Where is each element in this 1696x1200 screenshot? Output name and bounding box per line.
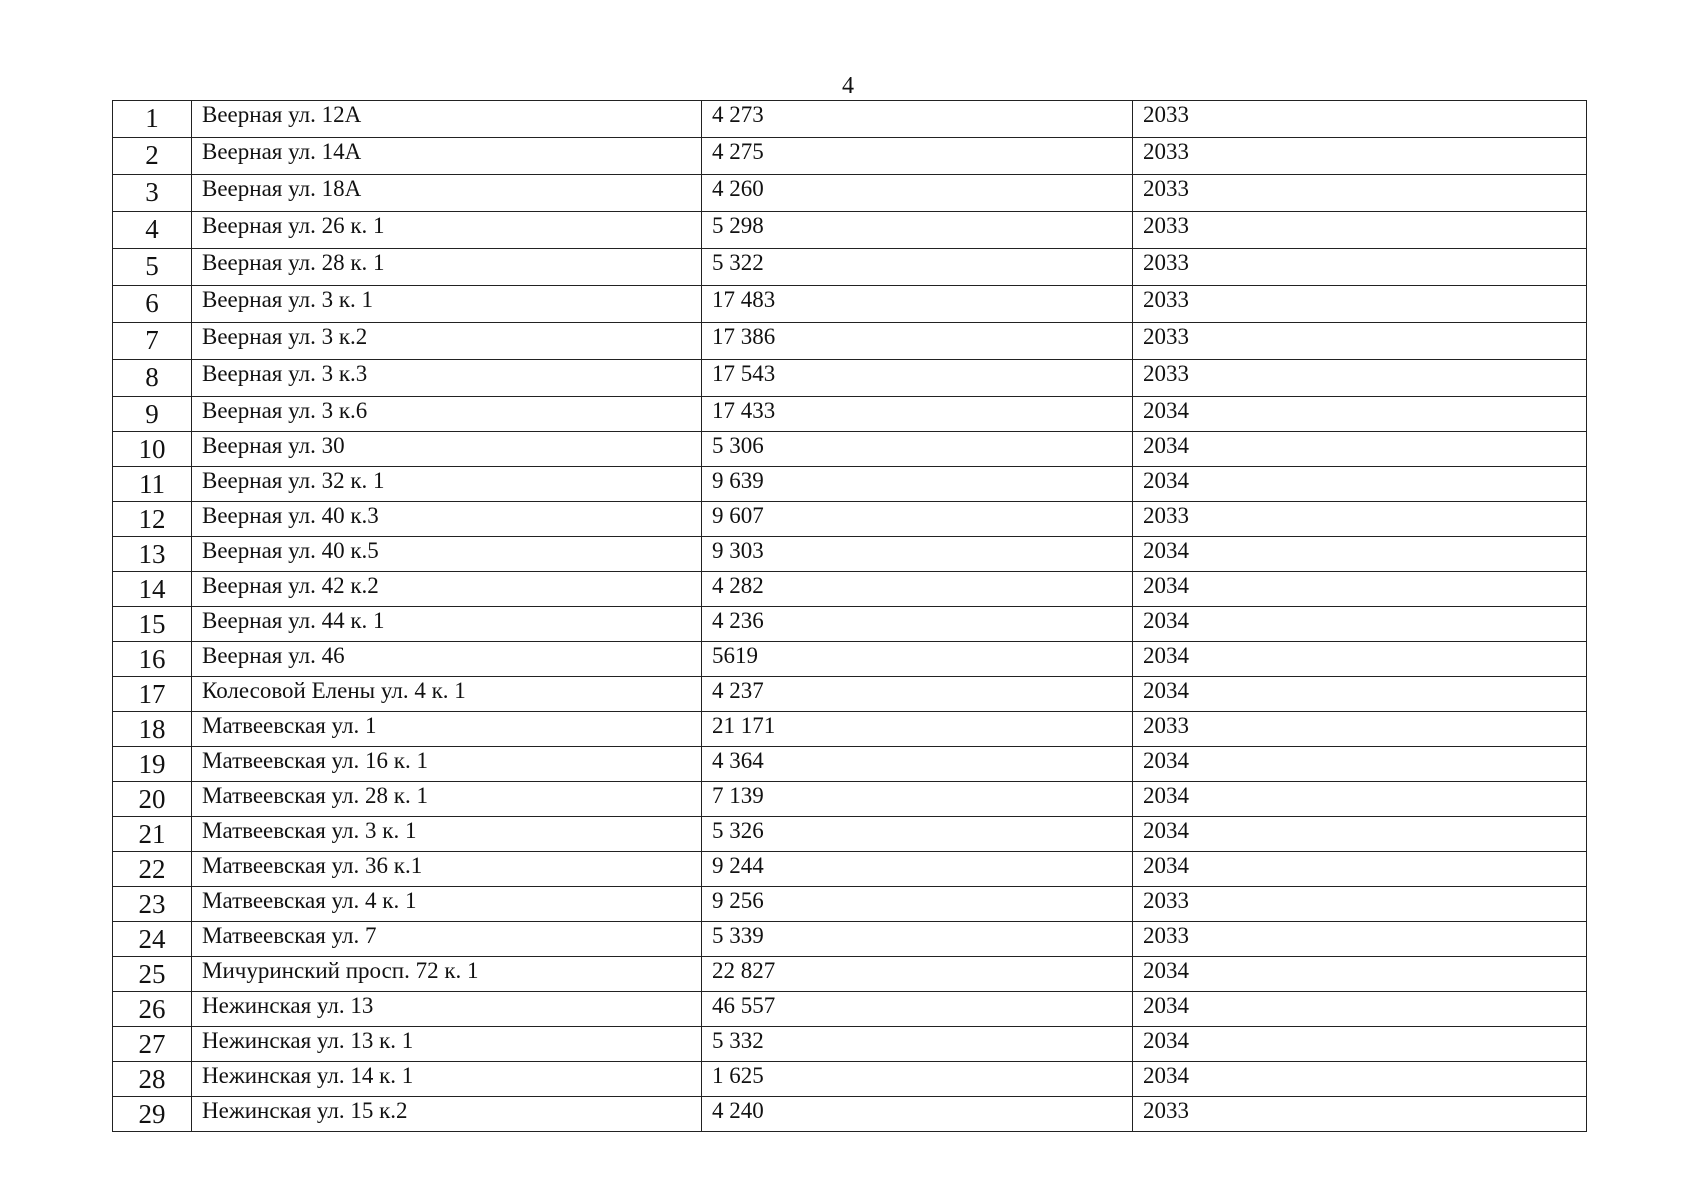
year-cell: 2033 — [1133, 712, 1587, 747]
address-cell: Веерная ул. 26 к. 1 — [192, 212, 702, 249]
row-number: 6 — [113, 286, 192, 323]
area-cell: 4 240 — [702, 1097, 1133, 1132]
table-row — [113, 817, 1587, 852]
area-cell: 9 256 — [702, 887, 1133, 922]
table-row — [113, 323, 1587, 360]
row-number: 16 — [113, 642, 192, 677]
area-cell: 5 339 — [702, 922, 1133, 957]
year-cell: 2033 — [1133, 922, 1587, 957]
year-cell: 2034 — [1133, 607, 1587, 642]
row-number: 25 — [113, 957, 192, 992]
area-cell: 1 625 — [702, 1062, 1133, 1097]
year-cell: 2034 — [1133, 782, 1587, 817]
table-row — [113, 502, 1587, 537]
table-row — [113, 138, 1587, 175]
year-cell: 2033 — [1133, 360, 1587, 397]
table-row — [113, 677, 1587, 712]
year-cell: 2034 — [1133, 1062, 1587, 1097]
row-number: 24 — [113, 922, 192, 957]
address-cell: Веерная ул. 30 — [192, 432, 702, 467]
row-number: 17 — [113, 677, 192, 712]
row-number: 8 — [113, 360, 192, 397]
address-cell: Веерная ул. 3 к. 1 — [192, 286, 702, 323]
row-number: 18 — [113, 712, 192, 747]
row-number: 11 — [113, 467, 192, 502]
area-cell: 9 244 — [702, 852, 1133, 887]
year-cell: 2033 — [1133, 138, 1587, 175]
row-number: 13 — [113, 537, 192, 572]
year-cell: 2034 — [1133, 817, 1587, 852]
table-row — [113, 992, 1587, 1027]
address-cell: Матвеевская ул. 1 — [192, 712, 702, 747]
table-row — [113, 852, 1587, 887]
area-cell: 5 322 — [702, 249, 1133, 286]
row-number: 3 — [113, 175, 192, 212]
area-cell: 4 275 — [702, 138, 1133, 175]
area-cell: 17 386 — [702, 323, 1133, 360]
row-number: 9 — [113, 397, 192, 432]
address-cell: Веерная ул. 32 к. 1 — [192, 467, 702, 502]
table-row — [113, 1097, 1587, 1132]
year-cell: 2034 — [1133, 677, 1587, 712]
buildings-table — [112, 100, 1587, 1132]
area-cell: 4 364 — [702, 747, 1133, 782]
area-cell: 5619 — [702, 642, 1133, 677]
table-row — [113, 572, 1587, 607]
year-cell: 2033 — [1133, 323, 1587, 360]
address-cell: Веерная ул. 42 к.2 — [192, 572, 702, 607]
table-row — [113, 1027, 1587, 1062]
area-cell: 21 171 — [702, 712, 1133, 747]
address-cell: Колесовой Елены ул. 4 к. 1 — [192, 677, 702, 712]
table-row — [113, 286, 1587, 323]
year-cell: 2033 — [1133, 249, 1587, 286]
table-row — [113, 712, 1587, 747]
address-cell: Веерная ул. 12А — [192, 101, 702, 138]
row-number: 28 — [113, 1062, 192, 1097]
table-row — [113, 101, 1587, 138]
row-number: 5 — [113, 249, 192, 286]
address-cell: Матвеевская ул. 16 к. 1 — [192, 747, 702, 782]
area-cell: 5 298 — [702, 212, 1133, 249]
table-row — [113, 537, 1587, 572]
row-number: 15 — [113, 607, 192, 642]
table-row — [113, 1062, 1587, 1097]
table-row — [113, 887, 1587, 922]
address-cell: Нежинская ул. 14 к. 1 — [192, 1062, 702, 1097]
area-cell: 9 607 — [702, 502, 1133, 537]
address-cell: Матвеевская ул. 4 к. 1 — [192, 887, 702, 922]
row-number: 27 — [113, 1027, 192, 1062]
year-cell: 2034 — [1133, 747, 1587, 782]
table-row — [113, 212, 1587, 249]
table-row — [113, 249, 1587, 286]
year-cell: 2033 — [1133, 286, 1587, 323]
area-cell: 4 273 — [702, 101, 1133, 138]
row-number: 7 — [113, 323, 192, 360]
row-number: 20 — [113, 782, 192, 817]
area-cell: 5 326 — [702, 817, 1133, 852]
address-cell: Веерная ул. 3 к.6 — [192, 397, 702, 432]
area-cell: 17 543 — [702, 360, 1133, 397]
address-cell: Веерная ул. 28 к. 1 — [192, 249, 702, 286]
row-number: 22 — [113, 852, 192, 887]
table-body — [113, 101, 1587, 1132]
year-cell: 2034 — [1133, 852, 1587, 887]
page-number: 4 — [842, 73, 854, 99]
year-cell: 2034 — [1133, 572, 1587, 607]
row-number: 1 — [113, 101, 192, 138]
year-cell: 2034 — [1133, 467, 1587, 502]
area-cell: 46 557 — [702, 992, 1133, 1027]
year-cell: 2034 — [1133, 397, 1587, 432]
area-cell: 5 332 — [702, 1027, 1133, 1062]
address-cell: Матвеевская ул. 3 к. 1 — [192, 817, 702, 852]
address-cell: Нежинская ул. 13 — [192, 992, 702, 1027]
table-row — [113, 397, 1587, 432]
table-row — [113, 175, 1587, 212]
table-row — [113, 607, 1587, 642]
row-number: 29 — [113, 1097, 192, 1132]
address-cell: Нежинская ул. 13 к. 1 — [192, 1027, 702, 1062]
table-row — [113, 782, 1587, 817]
address-cell: Матвеевская ул. 7 — [192, 922, 702, 957]
table-row — [113, 642, 1587, 677]
year-cell: 2033 — [1133, 101, 1587, 138]
address-cell: Веерная ул. 46 — [192, 642, 702, 677]
year-cell: 2034 — [1133, 992, 1587, 1027]
area-cell: 4 236 — [702, 607, 1133, 642]
year-cell: 2034 — [1133, 432, 1587, 467]
row-number: 26 — [113, 992, 192, 1027]
table-row — [113, 432, 1587, 467]
year-cell: 2034 — [1133, 957, 1587, 992]
year-cell: 2034 — [1133, 1027, 1587, 1062]
table-row — [113, 747, 1587, 782]
address-cell: Веерная ул. 44 к. 1 — [192, 607, 702, 642]
address-cell: Веерная ул. 40 к.3 — [192, 502, 702, 537]
area-cell: 7 139 — [702, 782, 1133, 817]
address-cell: Мичуринский просп. 72 к. 1 — [192, 957, 702, 992]
address-cell: Матвеевская ул. 28 к. 1 — [192, 782, 702, 817]
year-cell: 2033 — [1133, 175, 1587, 212]
area-cell: 17 433 — [702, 397, 1133, 432]
address-cell: Веерная ул. 18А — [192, 175, 702, 212]
address-cell: Веерная ул. 14А — [192, 138, 702, 175]
address-cell: Матвеевская ул. 36 к.1 — [192, 852, 702, 887]
row-number: 21 — [113, 817, 192, 852]
area-cell: 22 827 — [702, 957, 1133, 992]
area-cell: 4 237 — [702, 677, 1133, 712]
row-number: 10 — [113, 432, 192, 467]
table-row — [113, 957, 1587, 992]
year-cell: 2034 — [1133, 537, 1587, 572]
address-cell: Веерная ул. 40 к.5 — [192, 537, 702, 572]
area-cell: 9 639 — [702, 467, 1133, 502]
table-row — [113, 360, 1587, 397]
address-cell: Веерная ул. 3 к.2 — [192, 323, 702, 360]
year-cell: 2034 — [1133, 642, 1587, 677]
area-cell: 4 282 — [702, 572, 1133, 607]
year-cell: 2033 — [1133, 502, 1587, 537]
year-cell: 2033 — [1133, 1097, 1587, 1132]
row-number: 14 — [113, 572, 192, 607]
row-number: 23 — [113, 887, 192, 922]
area-cell: 9 303 — [702, 537, 1133, 572]
area-cell: 17 483 — [702, 286, 1133, 323]
row-number: 2 — [113, 138, 192, 175]
area-cell: 5 306 — [702, 432, 1133, 467]
year-cell: 2033 — [1133, 212, 1587, 249]
row-number: 19 — [113, 747, 192, 782]
table-row — [113, 467, 1587, 502]
address-cell: Веерная ул. 3 к.3 — [192, 360, 702, 397]
address-cell: Нежинская ул. 15 к.2 — [192, 1097, 702, 1132]
row-number: 12 — [113, 502, 192, 537]
table-row — [113, 922, 1587, 957]
row-number: 4 — [113, 212, 192, 249]
area-cell: 4 260 — [702, 175, 1133, 212]
year-cell: 2033 — [1133, 887, 1587, 922]
